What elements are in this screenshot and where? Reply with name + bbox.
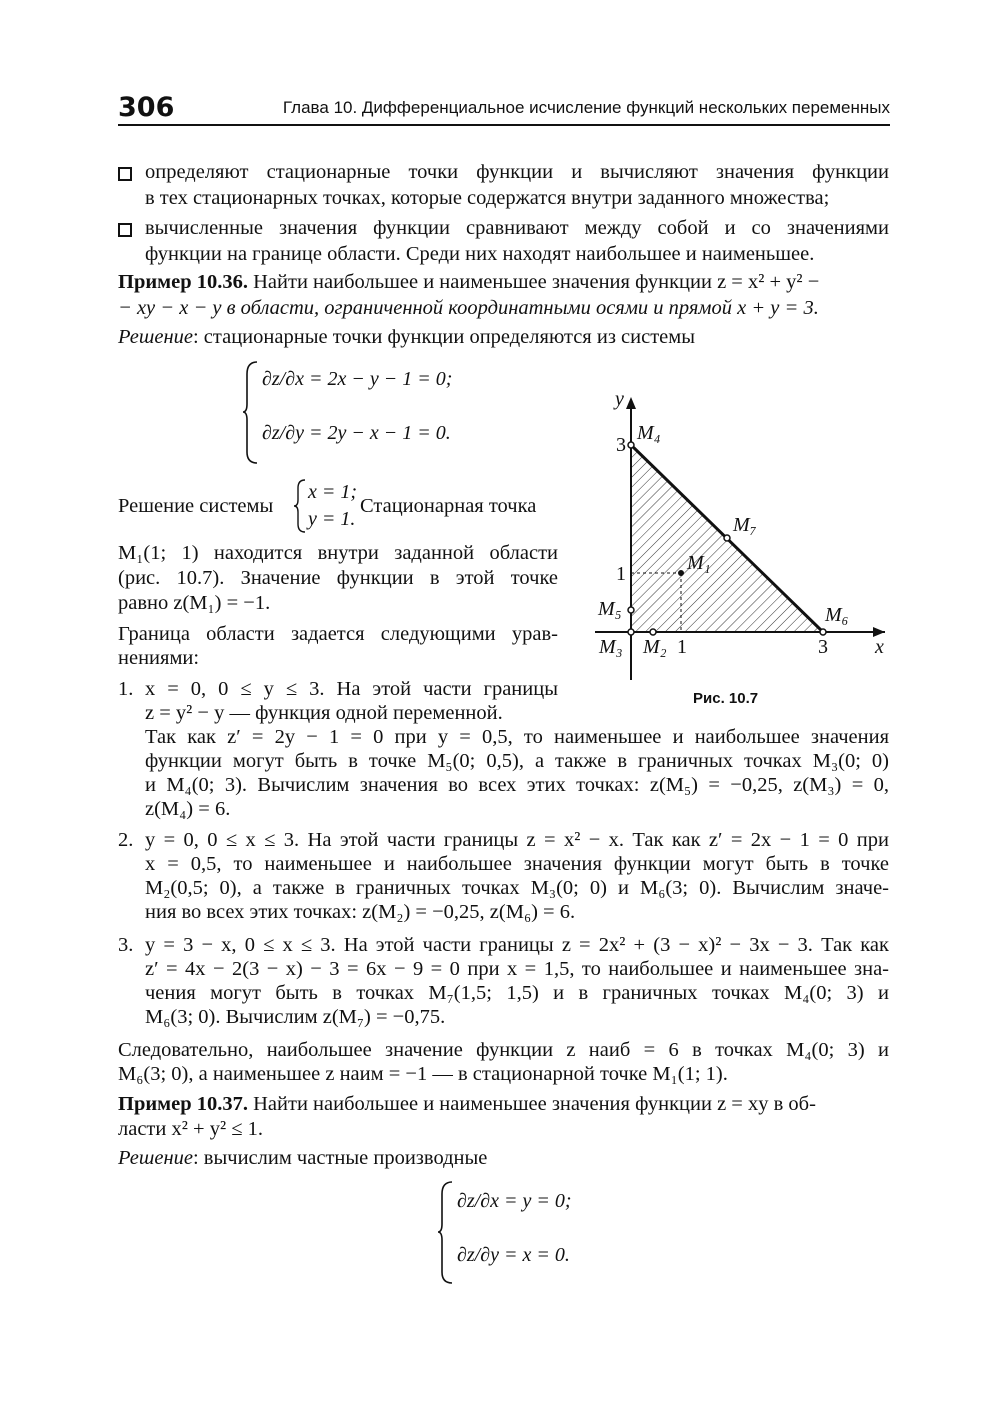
item-2-line-1: y = 0, 0 ≤ x ≤ 3. На этой части границы z = x² − x. Так как z′ = 2x − 1 = 0 при xyxy=(145,829,889,851)
label-m4: M₄ xyxy=(637,422,661,444)
tick-3y: 3 xyxy=(616,434,626,456)
item-1-line-3: Так как z′ = 2y − 1 = 0 при y = 0,5, то наименьшее и наибольшее значения xyxy=(145,726,889,748)
bullet-2-line-2: функции на границе области. Среди них находят наибольшее и наименьшее. xyxy=(145,243,815,265)
example-37-label: Пример 10.37. xyxy=(118,1093,248,1115)
item-3-line-3: чения могут быть в точках M₇(1,5; 1,5) и в граничных точках M₄(0; 3) и xyxy=(145,982,889,1004)
system-brace xyxy=(438,1180,454,1285)
example-36-line-2: − xy − x − y в области, ограниченной координатными осями и прямой x + y = 3. xyxy=(118,297,819,319)
sys-y: y = 1. xyxy=(308,508,356,530)
left-text-4: Граница области задается следующими урав- xyxy=(118,623,558,645)
item-1-line-4: функции могут быть в точке M₅(0; 0,5), а также в граничных точках M₃(0; 0) xyxy=(145,750,889,772)
item-3-line-4: M₆(3; 0). Вычислим z(M₇) = −0,75. xyxy=(145,1006,446,1028)
label-m3: M₃ xyxy=(599,636,623,658)
left-text-1: M₁(1; 1) находится внутри заданной области xyxy=(118,542,558,564)
page-number: 306 xyxy=(118,92,175,123)
point-m7 xyxy=(724,535,730,541)
example-36-text: Найти наибольшее и наименьшее значения функции z = x² + y² − xyxy=(253,271,820,293)
item-1-line-1: x = 0, 0 ≤ y ≤ 3. На этой части границы xyxy=(145,678,558,700)
item-number-1: 1. xyxy=(118,678,134,700)
ex37-eq-1: ∂z/∂x = y = 0; xyxy=(457,1190,572,1212)
example-37-line-2: ласти x² + y² ≤ 1. xyxy=(118,1118,263,1140)
item-number-2: 2. xyxy=(118,829,134,851)
item-number-3: 3. xyxy=(118,934,134,956)
figure-10-7 xyxy=(585,385,895,715)
item-2-line-2: x = 0,5, то наименьшее и наибольшее значения функции могут быть в точке xyxy=(145,853,889,875)
bullet-2-line-1: вычисленные значения функции сравнивают между собой и со значениями xyxy=(145,217,889,239)
example-37-line-1 xyxy=(118,1092,889,1116)
example-36-line-1 xyxy=(118,270,889,294)
solution-label: Решение xyxy=(118,1147,193,1169)
axis-x-label: x xyxy=(875,636,884,658)
item-1-line-2: z = y² − y — функция одной переменной. xyxy=(145,702,503,724)
solution-text: : стационарные точки функции определяются из системы xyxy=(192,326,696,348)
label-m1: M₁ xyxy=(687,552,711,574)
bullet-checkbox-icon xyxy=(118,223,132,237)
left-text-2: (рис. 10.7). Значение функции в этой точке xyxy=(118,567,558,589)
label-m6: M₆ xyxy=(825,604,849,626)
system-brace xyxy=(243,360,259,465)
label-m7: M₇ xyxy=(733,514,757,536)
solution-36 xyxy=(118,325,889,349)
bullet-1-line-2: в тех стационарных точках, которые содержатся внутри заданного множества; xyxy=(145,187,830,209)
sys-solution-prefix: Решение системы xyxy=(118,495,274,517)
sys-x: x = 1; xyxy=(308,481,358,503)
solution-label: Решение xyxy=(118,326,193,348)
conclusion-line-2: M₆(3; 0), а наименьшее z наим = −1 — в стационарной точке M₁(1; 1). xyxy=(118,1063,728,1085)
bullet-1-line-1: определяют стационарные точки функции и вычисляют значения функции xyxy=(145,161,889,183)
chapter-title: Глава 10. Дифференциальное исчисление функций нескольких переменных xyxy=(282,98,890,117)
example-37-text: Найти наибольшее и наименьшее значения функции z = xy в об- xyxy=(253,1093,816,1115)
ex37-eq-2: ∂z/∂y = x = 0. xyxy=(457,1244,570,1266)
point-m6 xyxy=(820,629,826,635)
item-2-line-3: M₂(0,5; 0), а также в граничных точках M₃(0; 0) и M₆(3; 0). Вычислим значе- xyxy=(145,877,889,899)
item-3-line-1: y = 3 − x, 0 ≤ x ≤ 3. На этой части границы z = 2x² + (3 − x)² − 3x − 3. Так как xyxy=(145,934,889,956)
point-m4 xyxy=(628,442,634,448)
item-3-line-2: z′ = 4x − 2(3 − x) − 3 = 6x − 9 = 0 при x = 1,5, то наибольшее и наименьшее зна- xyxy=(145,958,889,980)
tick-1x: 1 xyxy=(677,636,687,658)
left-text-3: равно z(M₁) = −1. xyxy=(118,592,271,614)
system-eq-1: ∂z/∂x = 2x − y − 1 = 0; xyxy=(262,368,453,390)
figure-caption: Рис. 10.7 xyxy=(693,690,759,707)
point-m3 xyxy=(628,629,634,635)
sys-solution-suffix: Стационарная точка xyxy=(360,495,537,517)
item-1-line-6: z(M₄) = 6. xyxy=(145,798,231,820)
solution-text: : вычислим частные производные xyxy=(192,1147,488,1169)
point-m2 xyxy=(650,629,656,635)
solution-37 xyxy=(118,1146,889,1170)
conclusion-line-1: Следовательно, наибольшее значение функции z наиб = 6 в точках M₄(0; 3) и xyxy=(118,1039,889,1061)
tick-3x: 3 xyxy=(818,636,828,658)
item-1-line-5: и M₄(0; 3). Вычислим значения во всех этих точках: z(M₅) = −0,25, z(M₃) = 0, xyxy=(145,774,889,796)
page-header xyxy=(118,88,890,126)
bullet-checkbox-icon xyxy=(118,167,132,181)
point-m5 xyxy=(628,607,634,613)
axis-y-label: y xyxy=(615,388,624,410)
y-axis-arrow-icon xyxy=(626,397,636,409)
label-m5: M₅ xyxy=(598,598,622,620)
sys-solution-brace xyxy=(294,478,306,534)
tick-1y: 1 xyxy=(616,563,626,585)
left-text-5: нениями: xyxy=(118,647,200,669)
item-2-line-4: ния во всех этих точках: z(M₂) = −0,25, z(M₆) = 6. xyxy=(145,901,576,923)
example-36-label: Пример 10.36. xyxy=(118,271,248,293)
system-eq-2: ∂z/∂y = 2y − x − 1 = 0. xyxy=(262,422,451,444)
label-m2: M₂ xyxy=(643,636,667,658)
point-m1 xyxy=(678,570,684,576)
